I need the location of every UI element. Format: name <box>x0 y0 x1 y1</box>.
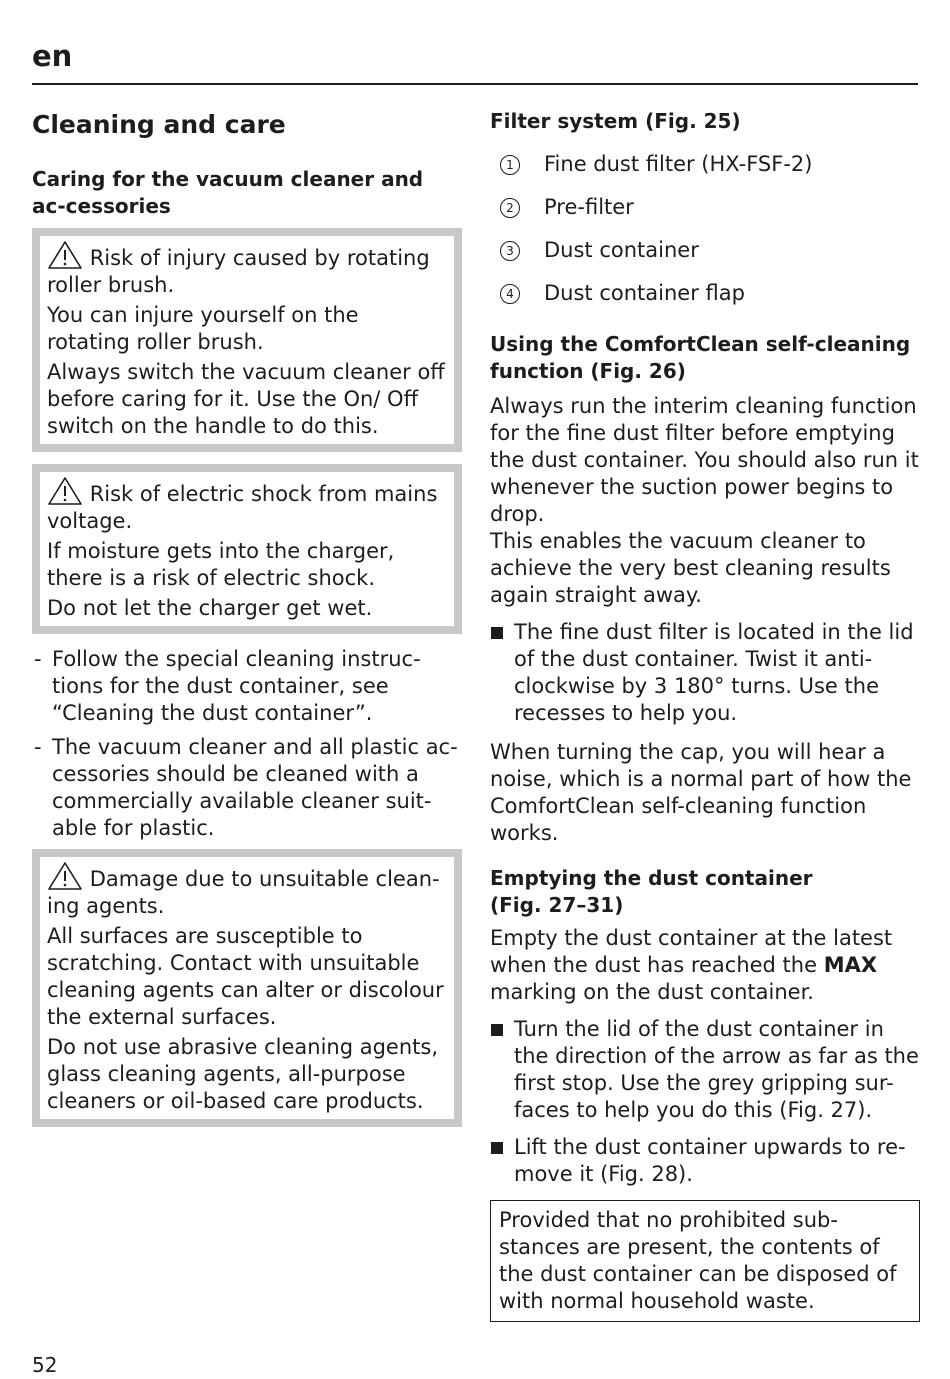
filter-parts-list <box>490 143 920 315</box>
warning-box-shock <box>32 464 462 634</box>
emptying-heading <box>490 865 920 919</box>
text-span: Empty the dust container at the latest when the dust has reached the <box>490 926 893 977</box>
note-text: Provided that no prohibited sub-stances are present, the contents of the dust container can be disposed of with normal household waste. <box>499 1208 897 1313</box>
heading-line: Emptying the dust container <box>490 866 813 890</box>
warning-text: You can injure yourself on the rotating roller brush. <box>47 303 359 354</box>
warning-box-damage <box>32 849 462 1127</box>
left-column <box>32 108 462 1139</box>
language-tag: en <box>32 39 73 73</box>
warning-title: Risk of injury caused by rotating roller brush. <box>47 246 430 297</box>
section-title: Cleaning and care <box>32 110 286 139</box>
list-item: The fine dust filter is located in the lid of the dust container. Twist it anti-clockwise by 3 180° turns. Use the recesses to help you. <box>490 619 920 727</box>
list-item <box>490 229 920 272</box>
subsection-title: Caring for the vacuum cleaner and ac-cessories <box>32 167 424 218</box>
comfortclean-steps <box>490 619 920 727</box>
right-column <box>490 108 920 1322</box>
number-badge: 2 <box>500 198 520 218</box>
paragraph: This enables the vacuum cleaner to achieve the very best cleaning results again straight away. <box>490 529 891 607</box>
warning-text: Do not let the charger get wet. <box>47 596 373 620</box>
list-item <box>490 186 920 229</box>
number-badge: 3 <box>500 241 520 261</box>
comfortclean-heading: Using the ComfortClean self-cleaning function (Fig. 26) <box>490 332 911 383</box>
heading-line: (Fig. 27–31) <box>490 893 624 917</box>
list-item: Lift the dust container upwards to re-move it (Fig. 28). <box>490 1134 920 1188</box>
part-label: Dust container <box>544 238 699 262</box>
list-item: - Follow the special cleaning instruc-tions for the dust container, see “Cleaning the dust container”. <box>32 646 462 727</box>
number-badge: 4 <box>500 284 520 304</box>
emptying-steps <box>490 1016 920 1188</box>
paragraph: When turning the cap, you will hear a noise, which is a normal part of how the ComfortClean self-cleaning function works. <box>490 740 912 845</box>
paragraph: Always run the interim cleaning function for the fine dust filter before emptying the dust container. You should also run it whenever the suction power begins to drop. <box>490 394 919 526</box>
part-label: Fine dust filter (HX-FSF-2) <box>544 152 813 176</box>
text-span: marking on the dust container. <box>490 980 814 1004</box>
care-instructions-list <box>32 646 462 842</box>
filter-system-heading: Filter system (Fig. 25) <box>490 109 741 133</box>
paragraph <box>490 925 920 1006</box>
list-item <box>490 272 920 315</box>
warning-text: Always switch the vacuum cleaner off before caring for it. Use the On/ Off switch on the handle to do this. <box>47 360 445 438</box>
warning-text: All surfaces are susceptible to scratching. Contact with unsuitable cleaning agents can alter or discolour the external surfaces. <box>47 924 444 1029</box>
list-item <box>490 143 920 186</box>
list-item: Turn the lid of the dust container in the direction of the arrow as far as the first stop. Use the grey gripping sur-faces to help you do this (Fig. 27). <box>490 1016 920 1124</box>
warning-title: Risk of electric shock from mains voltage. <box>47 482 438 533</box>
warning-box-injury <box>32 228 462 452</box>
list-item: - The vacuum cleaner and all plastic ac-cessories should be cleaned with a commercially available cleaner suit-able for plastic. <box>32 734 462 842</box>
warning-triangle-icon <box>47 476 83 506</box>
disposal-note-box <box>490 1200 920 1322</box>
warning-text: If moisture gets into the charger, there is a risk of electric shock. <box>47 539 395 590</box>
warning-triangle-icon <box>47 240 83 270</box>
header-rule <box>32 83 918 85</box>
max-marking-text: MAX <box>823 953 878 977</box>
part-label: Pre-filter <box>544 195 634 219</box>
warning-triangle-icon <box>47 861 83 891</box>
warning-title: Damage due to unsuitable clean-ing agents. <box>47 867 440 918</box>
number-badge: 1 <box>500 155 520 175</box>
part-label: Dust container flap <box>544 281 745 305</box>
page-number: 52 <box>32 1353 58 1377</box>
warning-text: Do not use abrasive cleaning agents, glass cleaning agents, all-purpose cleaners or oil-based care products. <box>47 1035 439 1113</box>
